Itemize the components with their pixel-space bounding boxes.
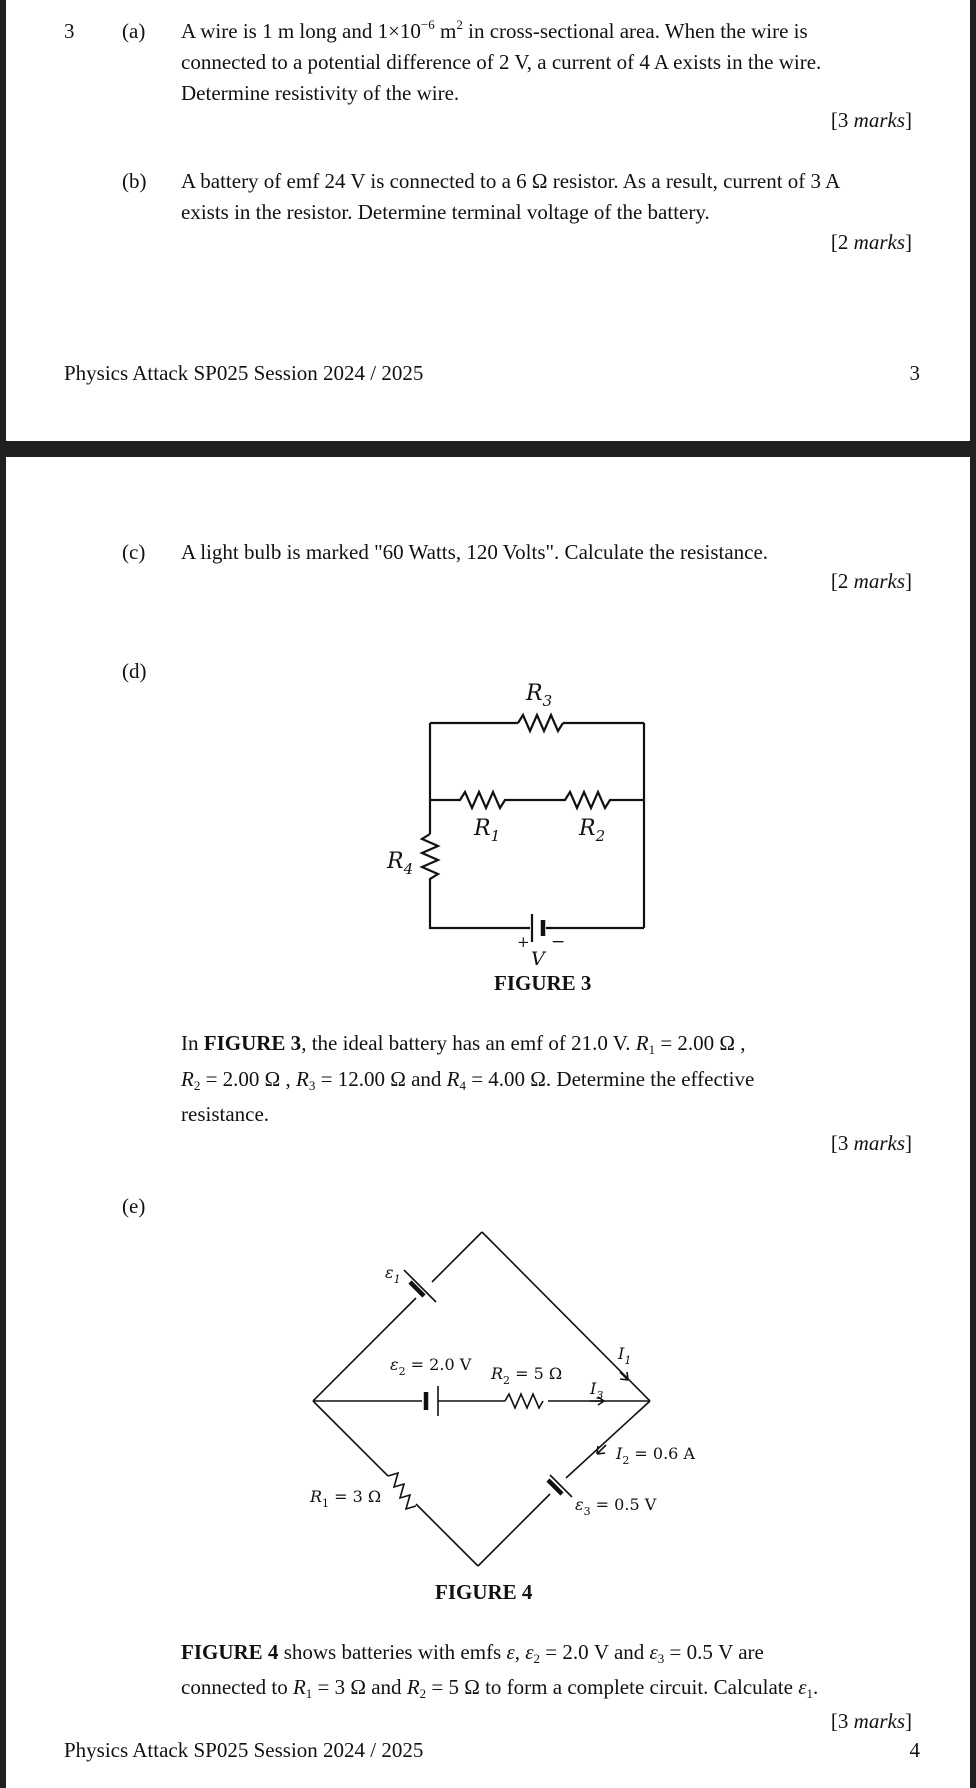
part-d-marks: [3 marks] <box>830 1131 912 1155</box>
part-b-label: (b) <box>122 169 147 193</box>
bottom-left-edge-upper <box>313 1401 388 1476</box>
e1-plate-long <box>404 1270 436 1302</box>
part-c-line1: A light bulb is marked "60 Watts, 120 Volts". Calculate the resistance. <box>181 540 769 564</box>
label-r3: $R_3$ <box>526 681 553 710</box>
top-left-edge-lower <box>313 1298 416 1401</box>
part-a-line1: A wire is 1 m long and $1\times 10^{-6}$ $m^2$ in cross-sectional area. When the wire is <box>181 17 808 43</box>
label-plus: + <box>517 933 530 951</box>
part-e-marks: [3 marks] <box>830 1709 912 1733</box>
e3-plate-short <box>548 1480 562 1494</box>
label-e3: $\varepsilon_3 = 0.5$ V <box>575 1495 657 1518</box>
label-e2: $\varepsilon_2 = 2.0$ V <box>390 1355 472 1378</box>
page-number-4: 4 <box>909 1738 920 1762</box>
part-c-label: (c) <box>122 540 146 564</box>
arrow-i1 <box>620 1372 628 1380</box>
top-left-edge-upper <box>432 1232 482 1282</box>
part-b-line1: A battery of emf 24 V is connected to a 6 Ω resistor. As a result, current of 3 A <box>181 169 841 193</box>
part-e-line2: connected to $R_1 = 3$ Ω and $R_2 = 5$ Ω to form a complete circuit. Calculate $\varepsilon_1$. <box>181 1675 819 1701</box>
label-r2-val: $R_2 = 5$ Ω <box>491 1364 563 1387</box>
page-number-3: 3 <box>909 361 920 385</box>
label-i1: $I_1$ <box>618 1344 632 1367</box>
part-d-line2: $R_2 = 2.00$ Ω , $R_3 = 12.00$ Ω and $R_4 = 4.00$ Ω. Determine the effective <box>181 1067 755 1093</box>
page-footer-4: Physics Attack SP025 Session 2024 / 2025 <box>64 1738 424 1762</box>
part-e-label: (e) <box>122 1194 146 1218</box>
label-r4: $R_4$ <box>387 849 414 878</box>
label-minus: − <box>551 932 566 952</box>
part-d-line1: In FIGURE 3, the ideal battery has an emf of 21.0 V. $R_1 = 2.00$ Ω , <box>181 1031 746 1057</box>
part-a-marks: [3 marks] <box>830 108 912 132</box>
part-b-line2: exists in the resistor. Determine terminal voltage of the battery. <box>181 200 710 224</box>
part-b-marks: [2 marks] <box>830 230 912 254</box>
question-number: 3 <box>64 19 75 43</box>
label-r2: $R_2$ <box>579 816 606 845</box>
part-a-label: (a) <box>122 19 146 43</box>
bottom-right-edge-lower <box>478 1494 550 1566</box>
label-r1: $R_1$ <box>474 816 501 845</box>
middle-resistor <box>505 1394 543 1408</box>
r1-resistor <box>388 1473 416 1509</box>
figure-4-caption: FIGURE 4 <box>435 1580 533 1604</box>
label-v: V <box>531 948 545 970</box>
part-a-line3: Determine resistivity of the wire. <box>181 81 460 105</box>
label-r1-val: $R_1 = 3$ Ω <box>310 1487 382 1510</box>
page-footer-3: Physics Attack SP025 Session 2024 / 2025 <box>64 361 424 385</box>
label-i2: $I_2 = 0.6$ A <box>616 1444 695 1467</box>
label-e1: $\varepsilon_1$ <box>385 1263 401 1286</box>
figure-3-caption: FIGURE 3 <box>494 971 592 995</box>
part-d-line3: resistance. <box>181 1102 270 1126</box>
part-d-label: (d) <box>122 659 147 683</box>
part-a-line2: connected to a potential difference of 2 V, a current of 4 A exists in the wire. <box>181 50 822 74</box>
part-e-line1: FIGURE 4 shows batteries with emfs ε, $\varepsilon_2 = 2.0$ V and $\varepsilon_3 = 0.5$ V are <box>181 1640 764 1666</box>
bottom-right-edge-upper <box>566 1401 650 1478</box>
bottom-left-edge-lower <box>416 1504 478 1566</box>
part-c-marks: [2 marks] <box>830 569 912 593</box>
label-i3: $I_3$ <box>590 1379 604 1402</box>
